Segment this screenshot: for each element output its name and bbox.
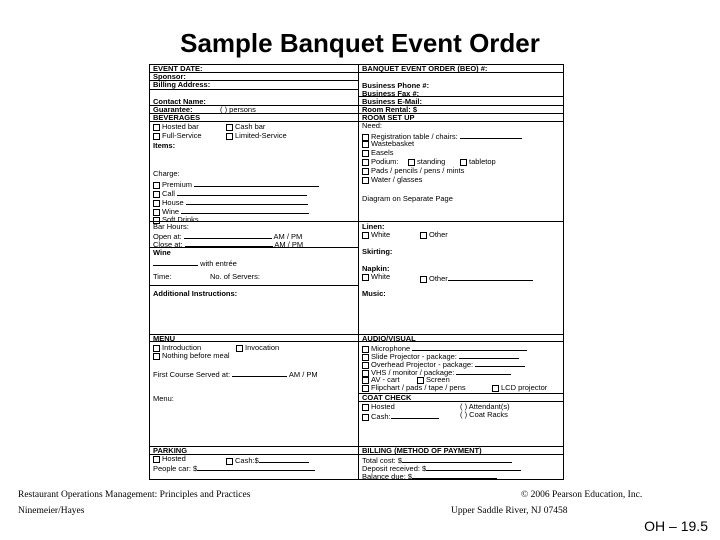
option-label: Wine bbox=[162, 207, 180, 216]
checkbox[interactable] bbox=[362, 159, 369, 166]
checkbox[interactable] bbox=[362, 385, 369, 392]
beo-number-label: BANQUET EVENT ORDER (BEO) #: bbox=[362, 64, 488, 73]
av-lcd-projector-option[interactable] bbox=[492, 384, 547, 392]
checkbox[interactable] bbox=[362, 141, 369, 148]
checkbox[interactable] bbox=[362, 168, 369, 175]
checkbox[interactable] bbox=[226, 133, 233, 140]
menu-label: Menu: bbox=[153, 394, 174, 403]
fill-line bbox=[426, 463, 521, 471]
checkbox[interactable] bbox=[153, 353, 160, 360]
setup-water[interactable] bbox=[362, 176, 422, 184]
fill-line bbox=[194, 179, 319, 187]
option-label: VHS / monitor / package: bbox=[371, 368, 455, 377]
footer-copyright: © 2006 Pearson Education, Inc. bbox=[521, 490, 643, 500]
people-car-field bbox=[153, 463, 315, 473]
audio-visual-header: AUDIO/VISUAL bbox=[362, 334, 416, 343]
option-label: Hosted bbox=[371, 402, 395, 411]
coat-cash-option[interactable] bbox=[362, 411, 439, 421]
checkbox[interactable] bbox=[420, 232, 427, 239]
row-divider bbox=[359, 221, 563, 222]
checkbox[interactable] bbox=[226, 124, 233, 131]
row-divider bbox=[150, 72, 563, 73]
option-label: Wastebasket bbox=[371, 139, 415, 148]
row-divider bbox=[150, 446, 563, 447]
fill-line bbox=[459, 351, 519, 359]
bar-hours-label: Bar Hours: bbox=[153, 222, 189, 231]
business-phone-label: Business Phone #: bbox=[362, 81, 430, 90]
checkbox[interactable] bbox=[362, 232, 369, 239]
column-divider bbox=[358, 65, 359, 479]
checkbox[interactable] bbox=[362, 414, 369, 421]
people-car-label: People car: $ bbox=[153, 464, 198, 473]
fill-line bbox=[412, 343, 527, 351]
row-divider bbox=[150, 285, 358, 286]
room-setup-header: ROOM SET UP bbox=[362, 113, 415, 122]
checkbox[interactable] bbox=[362, 404, 369, 411]
page-title: Sample Banquet Event Order bbox=[180, 28, 540, 58]
wine-label: Wine bbox=[153, 248, 171, 257]
fill-line bbox=[259, 455, 309, 463]
diagram-note: Diagram on Separate Page bbox=[362, 194, 453, 203]
business-email-label: Business E-Mail: bbox=[362, 97, 423, 106]
contact-name-label: Contact Name: bbox=[153, 97, 206, 106]
option-label: tabletop bbox=[469, 157, 496, 166]
fill-line bbox=[448, 273, 533, 281]
fill-line bbox=[391, 411, 439, 419]
napkin-other-option[interactable] bbox=[420, 273, 533, 283]
parking-header: PARKING bbox=[153, 446, 188, 455]
fill-line bbox=[186, 197, 308, 205]
option-label: Registration table / chairs: bbox=[371, 132, 458, 141]
slide-number: OH – 19.5 bbox=[644, 518, 708, 534]
coat-racks-field: ( ) Coat Racks bbox=[460, 410, 508, 419]
row-divider bbox=[150, 334, 563, 335]
fill-line bbox=[456, 367, 511, 375]
checkbox[interactable] bbox=[153, 456, 160, 463]
checkbox[interactable] bbox=[362, 377, 369, 384]
fill-line bbox=[412, 471, 497, 479]
checkbox[interactable] bbox=[236, 345, 243, 352]
option-label: Microphone bbox=[371, 344, 411, 353]
option-label: Cash: bbox=[371, 412, 391, 421]
coat-check-header: COAT CHECK bbox=[362, 393, 412, 402]
option-label: Screen bbox=[426, 375, 450, 384]
checkbox[interactable] bbox=[460, 159, 467, 166]
total-cost-label: Total cost: $ bbox=[362, 456, 403, 465]
room-rental-label: Room Rental: $ bbox=[362, 105, 418, 114]
linen-white-option[interactable] bbox=[362, 231, 390, 239]
option-label: Limited-Service bbox=[235, 131, 287, 140]
am-pm-label: AM / PM bbox=[274, 240, 304, 249]
option-label: House bbox=[162, 198, 184, 207]
event-date-label: EVENT DATE: bbox=[153, 64, 203, 73]
option-label: AV - cart bbox=[371, 375, 400, 384]
balance-field bbox=[362, 471, 497, 481]
sponsor-label: Sponsor: bbox=[153, 72, 186, 81]
first-course-field bbox=[153, 369, 318, 379]
footer-location: Upper Saddle River, NJ 07458 bbox=[451, 506, 568, 516]
banquet-event-order-form bbox=[149, 64, 564, 480]
option-label: Water / glasses bbox=[371, 175, 423, 184]
guarantee-label: Guarantee: bbox=[153, 105, 193, 114]
close-at-label: Close at: bbox=[153, 240, 183, 249]
option-label: Overhead Projector - package: bbox=[371, 360, 474, 369]
option-label: Invocation bbox=[245, 343, 280, 352]
fill-line bbox=[185, 239, 273, 247]
deposit-label: Deposit received: $ bbox=[362, 464, 427, 473]
fill-line bbox=[197, 463, 315, 471]
av-flipchart[interactable] bbox=[362, 384, 466, 392]
checkbox[interactable] bbox=[153, 345, 160, 352]
fill-line bbox=[177, 188, 307, 196]
footer-authors: Ninemeier/Hayes bbox=[18, 506, 85, 516]
option-label: standing bbox=[417, 157, 446, 166]
full-service-option[interactable] bbox=[153, 132, 202, 140]
fill-line bbox=[232, 369, 287, 377]
option-label: Flipchart / pads / tape / pens bbox=[371, 383, 466, 392]
skirting-label: Skirting: bbox=[362, 247, 393, 256]
linen-other-option[interactable] bbox=[420, 231, 448, 239]
option-label: Hosted bar bbox=[162, 122, 199, 131]
close-at-field bbox=[153, 239, 303, 249]
option-label: Slide Projector - package: bbox=[371, 352, 457, 361]
billing-header: BILLING (METHOD OF PAYMENT) bbox=[362, 446, 482, 455]
podium-tabletop-option[interactable] bbox=[460, 158, 496, 166]
footer-book-title: Restaurant Operations Management: Principles and Practices bbox=[18, 490, 251, 500]
fill-line bbox=[181, 206, 309, 214]
option-label: White bbox=[371, 272, 391, 281]
option-label: Other bbox=[429, 230, 448, 239]
servers-label: No. of Servers: bbox=[210, 272, 261, 281]
option-label: Soft Drinks bbox=[162, 215, 199, 224]
persons-label: ( ) persons bbox=[220, 105, 256, 114]
checkbox[interactable] bbox=[492, 385, 499, 392]
billing-address-label: Billing Address: bbox=[153, 80, 211, 89]
option-label: Hosted bbox=[162, 454, 186, 463]
row-divider bbox=[150, 105, 563, 106]
fill-line bbox=[460, 131, 522, 139]
items-label: Items: bbox=[153, 141, 176, 150]
am-pm-label: AM / PM bbox=[288, 370, 318, 379]
fill-line bbox=[201, 214, 309, 222]
balance-label: Balance due: $ bbox=[362, 472, 413, 481]
option-label: Podium: bbox=[371, 157, 399, 166]
row-divider bbox=[150, 121, 563, 122]
option-label: Full-Service bbox=[162, 131, 202, 140]
napkin-white-option[interactable] bbox=[362, 273, 390, 281]
option-label: Cash bar bbox=[235, 122, 266, 131]
option-label: LCD projector bbox=[501, 383, 548, 392]
option-label: Call bbox=[162, 189, 175, 198]
linen-label: Linen: bbox=[362, 222, 385, 231]
checkbox[interactable] bbox=[362, 274, 369, 281]
menu-header: MENU bbox=[153, 334, 176, 343]
fill-line bbox=[475, 359, 525, 367]
business-fax-label: Business Fax #: bbox=[362, 89, 420, 98]
invocation-option[interactable] bbox=[236, 344, 279, 352]
option-label: Cash:$ bbox=[235, 456, 259, 465]
option-label: Easels bbox=[371, 148, 394, 157]
row-divider bbox=[150, 113, 563, 114]
attendants-field: ( ) Attendant(s) bbox=[460, 402, 510, 411]
checkbox[interactable] bbox=[408, 159, 415, 166]
checkbox[interactable] bbox=[420, 276, 427, 283]
option-label: Nothing before meal bbox=[162, 351, 230, 360]
limited-service-option[interactable] bbox=[226, 132, 287, 140]
wine-with-entree bbox=[153, 258, 237, 268]
beverages-header: BEVERAGES bbox=[153, 113, 201, 122]
option-label: Premium bbox=[162, 180, 193, 189]
checkbox[interactable] bbox=[153, 124, 160, 131]
charge-label: Charge: bbox=[153, 169, 180, 178]
fill-line bbox=[153, 258, 198, 266]
first-course-label: First Course Served at: bbox=[153, 370, 231, 379]
am-pm-label: AM / PM bbox=[273, 232, 303, 241]
with-entree-label: with entrée bbox=[200, 259, 237, 268]
option-label: Pads / pencils / pens / mints bbox=[371, 166, 465, 175]
napkin-label: Napkin: bbox=[362, 264, 390, 273]
option-label: Other bbox=[429, 274, 448, 283]
fill-line bbox=[402, 455, 512, 463]
open-at-label: Open at: bbox=[153, 232, 182, 241]
nothing-before-meal-option[interactable] bbox=[153, 352, 230, 360]
row-divider bbox=[150, 341, 563, 342]
additional-instructions-label: Additional Instructions: bbox=[153, 289, 238, 298]
option-label: Introduction bbox=[162, 343, 202, 352]
checkbox[interactable] bbox=[153, 133, 160, 140]
fill-line bbox=[184, 231, 272, 239]
option-label: White bbox=[371, 230, 391, 239]
checkbox[interactable] bbox=[362, 150, 369, 157]
music-label: Music: bbox=[362, 289, 386, 298]
need-label: Need: bbox=[362, 121, 383, 130]
time-label: Time: bbox=[153, 272, 172, 281]
checkbox[interactable] bbox=[362, 177, 369, 184]
